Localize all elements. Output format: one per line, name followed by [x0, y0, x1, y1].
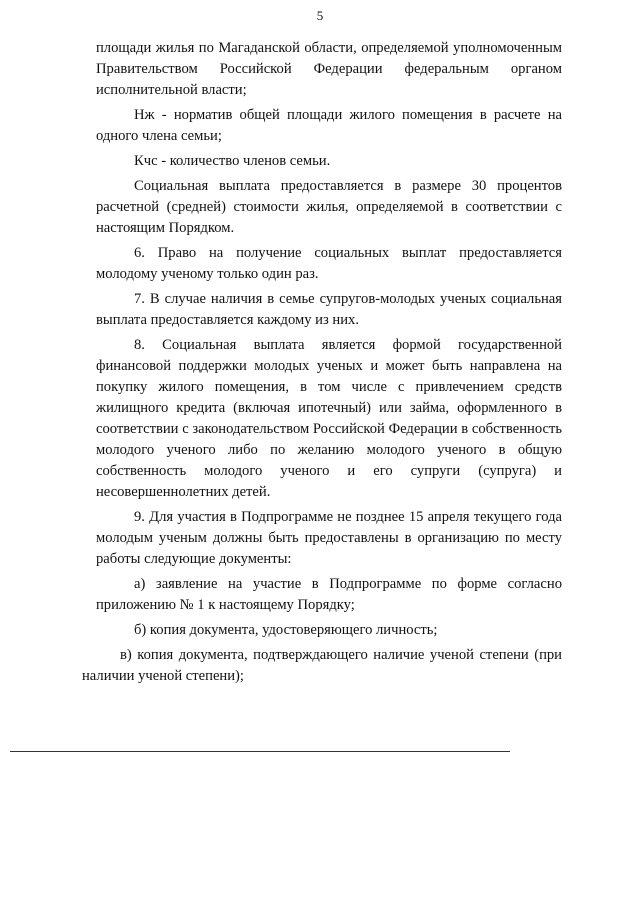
- paragraph-item-9: 9. Для участия в Подпрограмме не позднее 15 апреля текущего года молодым ученым должны быть предоставлены в организацию по месту работы следующие документы:: [96, 509, 562, 567]
- paragraph-item-8: 8. Социальная выплата является формой государственной финансовой поддержки молодых ученых и может быть направлена на покупку жилого помещения, в том числе с привлечением средств жилищного кредита (включая ипотечный) или займа, оформленного в соответствии с законодательством Российской Федерации в собственность молодого ученого либо по желанию молодого ученого в общую собственность молодого ученого и его супруги (супруга) и несовершеннолетних детей.: [96, 337, 562, 500]
- document-body: [82, 38, 562, 691]
- paragraph-item-9a: а) заявление на участие в Подпрограмме по форме согласно приложению № 1 к настоящему Порядку;: [96, 576, 562, 613]
- paragraph-item-6: 6. Право на получение социальных выплат предоставляется молодому ученому только один раз.: [96, 245, 562, 282]
- paragraph-item-9b: б) копия документа, удостоверяющего личность;: [134, 622, 438, 638]
- footer-divider: [10, 751, 510, 752]
- paragraph-item-7: 7. В случае наличия в семье супругов-молодых ученых социальная выплата предоставляется каждому из них.: [96, 291, 562, 328]
- paragraph-social-payment-size: Социальная выплата предоставляется в размере 30 процентов расчетной (средней) стоимости жилья, определяемой в соответствии с настоящим Порядком.: [96, 178, 562, 236]
- paragraph-nzh-definition: Нж - норматив общей площади жилого помещения в расчете на одного члена семьи;: [96, 107, 562, 144]
- paragraph-item-9v: в) копия документа, подтверждающего наличие ученой степени (при наличии ученой степени);: [82, 647, 562, 684]
- paragraph-kchs-definition: Кчс - количество членов семьи.: [134, 153, 331, 169]
- paragraph-continuation: площади жилья по Магаданской области, определяемой уполномоченным Правительством Российской Федерации федеральным органом исполнительной власти;: [96, 40, 562, 98]
- page-number: 5: [316, 8, 324, 23]
